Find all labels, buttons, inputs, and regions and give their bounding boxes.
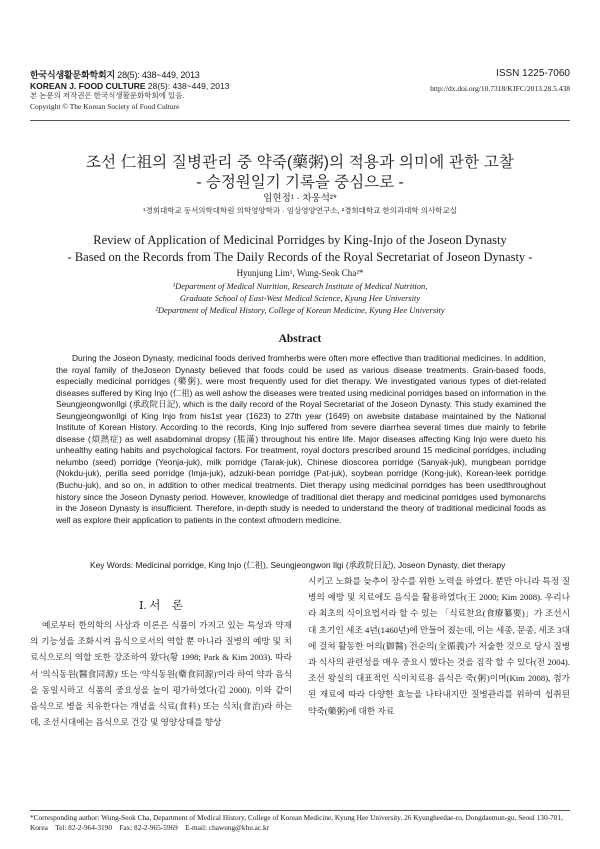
body-column-right [308,573,570,719]
authors-en: Hyunjung Lim¹, Wung-Seok Cha²* [236,268,364,278]
title-ko-line2: - 승정원일기 기록을 중심으로 - [196,174,404,191]
keywords [90,560,550,571]
body-paragraph-right: 시키고 노화를 늦추어 장수를 위한 노력을 하였다. 뿐만 아니라 특정 질병의 예방 및 치료에도 음식을 활용하였다(王 2000; Kim 2008). 우리나라 최초의 식이요법서라 할 수 있는 「식료찬요(食療纂要)」가 조선시대 초기인 세조 4년(1460년)에 만들어 졌는데, 이는 세종, 문종, 세조 3대에 걸쳐 활동한 어의(御醫) 전순의(全循義)가 저술한 것으로 당시 질병과 식사의 관련성을 매우 중요시 했다는 것을 짐작 할 수 있다(전 2004). 조선 왕실의 대표적인 식이치료용 음식은 죽(粥)이며(Kim 2008), 첨가된 재료에 따라 다양한 효능을 나타내지만 질병관리를 위하여 섭취된 약죽(藥粥)에 대한 자료 [308,576,570,716]
authors-ko: 임현정¹ · 차웅석²* [263,193,337,204]
journal-header [30,70,229,112]
journal-name-en-line [30,81,229,92]
doi-link[interactable]: http://dx.doi.org/10.7318/KJFC/2013.28.5.438 [430,84,570,93]
title-ko-line1: 조선 仁祖의 질병관리 중 약죽(藥粥)의 적용과 의미에 관한 고찰 [85,154,515,171]
journal-volume-ko: 28(5): 438~449, 2013 [117,70,200,80]
affiliation-en-1: ¹Department of Medical Nutrition, Research Institute of Medical Nutrition, [172,281,428,291]
abstract-body [56,353,546,526]
keywords-list: Medicinal porridge, King Injo (仁祖), Seungjeongwon Ilgi (承政院日記), Joseon Dynasty, diet therapy [135,560,506,570]
title-en-line2: - Based on the Records from The Daily Records of the Royal Secretariat of Joseon Dynasty - [67,250,533,264]
section-heading-introduction: Ⅰ. 서 론 [138,600,183,612]
title-en-line1: Review of Application of Medicinal Porridges by King-Injo of the Joseon Dynasty [93,233,507,247]
journal-identifiers [430,68,570,93]
abstract-heading: Abstract [278,333,322,345]
abstract-text: During the Joseon Dynasty, medicinal foods derived fromherbs were often more effective than traditional medicines. In addition, the royal family of theJoseon Dynasty believed that foods could be used as various disease treatments. Grain-based foods, especially medicinal porridges (藥粥), were most frequently used for diet therapy. We investigated various types of diet-related diseases suffered by King Injo (仁祖) as well ashow the diseases were treated using medicinal porridges based on information in the SeungjeongwonIlgi (承政院日記), which is the daily record of the Royal Secretariat of the Joseon Dynasty. This study examined the SeungjeongwonIlgi of King Injo from his1st year (1623) to 27th year (1649) on awebsite database maintained by the National Institute of Korean History. According to the records, King Injo suffered from severe diarrhea several times due mainly to febrile disease (煩熱症) as well asabdominal dropsy (脹滿) throughout his entire life. Major diseases affecting King Injo were dueto his unhealthy eating habits and psychological factors. For treatment, royal doctors prescribed around 15 medicinal porridges, including nelumbo (seed) porridge (Yeonja-juk), milk porridge (Tarak-juk), Chinese dioscorea porridge (Sanyak-juk), mungbean porridge (Nokdu-juk), perilla seed porridge (Imja-juk), adzuki-bean porridge (Pat-juk), soybean porridge (Kong-juk), Korean-leek porridge (Buchu-juk), and so on, in addition to other medical treatments. Diet therapy using medicinal porridges has been usedthroughout history since the Joseon Dynasty period. However, knowledge of traditional diet therapy and medicinal porridges used bymonarchs in the Joseon Dynasty is insufficient. Therefore, in-depth study is needed to understand the theory of traditional medicinal foods as well as explore their application to patients in the context ofmodern medicine. [56,353,546,525]
journal-name-en: KOREAN J. FOOD CULTURE [30,80,146,91]
journal-name-ko-line [30,70,229,81]
affiliation-en-3: ²Department of Medical History, College of Korean Medicine, Kyung Hee University [155,305,445,315]
body-column-left [30,617,292,730]
footnote-rule [30,810,570,811]
body-paragraph-left: 예로부터 한의학의 사상과 이론은 식품이 가지고 있는 특성과 약재의 기능성을 조화시켜 음식으로서의 역할 뿐 아니라 질병의 예방 및 치료식으로의 역할 또한 강조하여 왔다(황 1998; Park & Kim 2003). 따라서 '의식동원(醫食同源)' 또는 '약식동원(藥食同源)'이라 하여 약과 음식을 동일시하고 식품의 중요성을 높이 평가하였다(김 2000). 이와 같이 음식으로 병을 치유한다는 개념을 식료(食料) 또는 식치(食治)라 하는데, 조선시대에는 음식으로 건강 및 영양상태를 향상 [30,620,292,728]
copyright-ko: 본 논문의 저작권은 한국식생활문화학회에 있음. [30,91,185,100]
corresponding-author-footnote: *Corresponding author: Wung-Seok Cha, Department of Medical History, College of Korean Medicine, Kyung Hee University. 26 Kyungheedae-ro, Dongdaemun-gu, Seoul 130-701, Korea Tel: 82-2-964-3190 Fax: 82-2-965-5969 E-mail: chawung@khu.ac.kr [30,813,563,832]
keywords-label: Key Words: [90,560,134,570]
copyright-en: Copyright © The Korean Society of Food Culture [30,101,180,111]
affiliation-en-2: Graduate School of East-West Medical Science, Kyung Hee University [179,293,421,303]
journal-volume-en: 28(5): 438~449, 2013 [147,80,230,91]
issn: ISSN 1225-7060 [496,68,570,79]
affiliation-ko: ¹경희대학교 동서의학대학원 의학영양학과 · 임상영양연구소, ²경희대학교 한의과대학 의사학교실 [143,206,457,215]
journal-name-ko: 한국식생활문화학회지 [30,70,115,80]
header-rule [30,120,570,121]
